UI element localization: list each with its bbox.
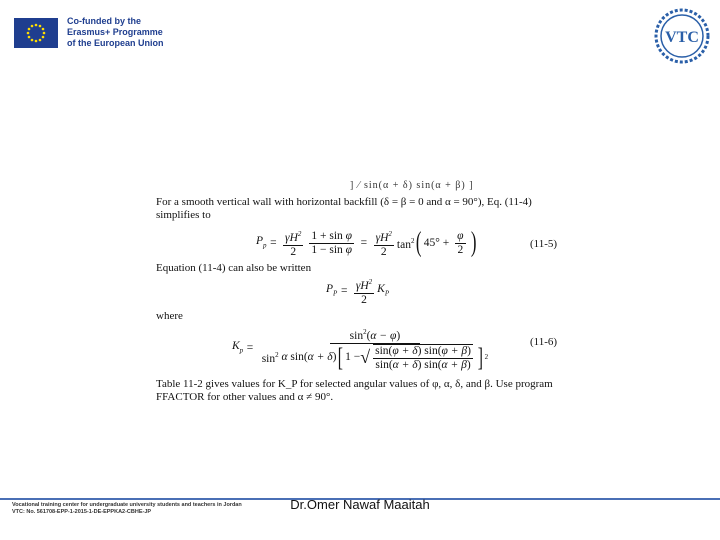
equation-kp-form: $P_P$ = $\frac{\gamma H^2}{2}$ $K_P$ [326, 278, 390, 306]
eu-erasmus-logo [14, 16, 164, 49]
paragraph-smooth-wall: For a smooth vertical wall with horizontal backfill (δ = β = 0 and α = 90°), Eq. (11-4) simplifies to [156, 196, 532, 221]
eu-text-line: Co-funded by the [67, 16, 141, 26]
equation-11-6: $K_p$ = $\sin^2(\alpha - \varphi)$ $\sin^2$ α sin( α + δ ) [ 1 − √ $\frac{\sin(\varphi + \delta) \sin(\varphi + \beta)}{\sin(\alpha + \delta) \sin(\alpha + \beta)}$ ] 2 [232, 328, 489, 372]
cut-equation-text: ] ⁄ sin(α + δ) sin(α + β) ] [350, 180, 474, 191]
vtc-logo-icon [654, 8, 710, 64]
equation-number-11-5: (11-5) [530, 238, 558, 250]
eu-flag-icon [14, 18, 58, 48]
footer-text-line: VTC: No. 561708-EPP-1-2015-1-DE-EPPKA2-CBHE-JP [12, 509, 152, 515]
equation-11-5: $P_p$ = $\frac{\gamma H^2}{2}$ $\frac{\text{1 + sin φ}}{\text{1 − sin φ}}$ = $\frac{\gamma H^2}{2}$ $\tan^2$ ( 45° + $\frac{\varphi}{2}$ ) [256, 227, 476, 259]
eu-cofunded-text [67, 16, 164, 49]
footer-text-line: Vocational training center for undergraduate university students and teachers in Jordan [12, 502, 242, 508]
equation-number-11-6: (11-6) [530, 336, 558, 348]
cut-equation-strip [0, 180, 720, 192]
paragraph-also-written: Equation (11-4) can also be written [156, 262, 312, 274]
paragraph-table-reference: Table 11-2 gives values for K_P for selected angular values of φ, α, δ, and β. Use program FFACTOR for other values and α ≠ 90°. [156, 378, 553, 403]
author-name: Dr.Omer Nawaf Maaitah [290, 497, 430, 512]
vtc-logo-text: VTC [665, 29, 699, 46]
eu-text-line: of the European Union [67, 38, 164, 48]
eu-text-line: Erasmus+ Programme [67, 27, 163, 37]
paragraph-where: where [156, 310, 183, 322]
